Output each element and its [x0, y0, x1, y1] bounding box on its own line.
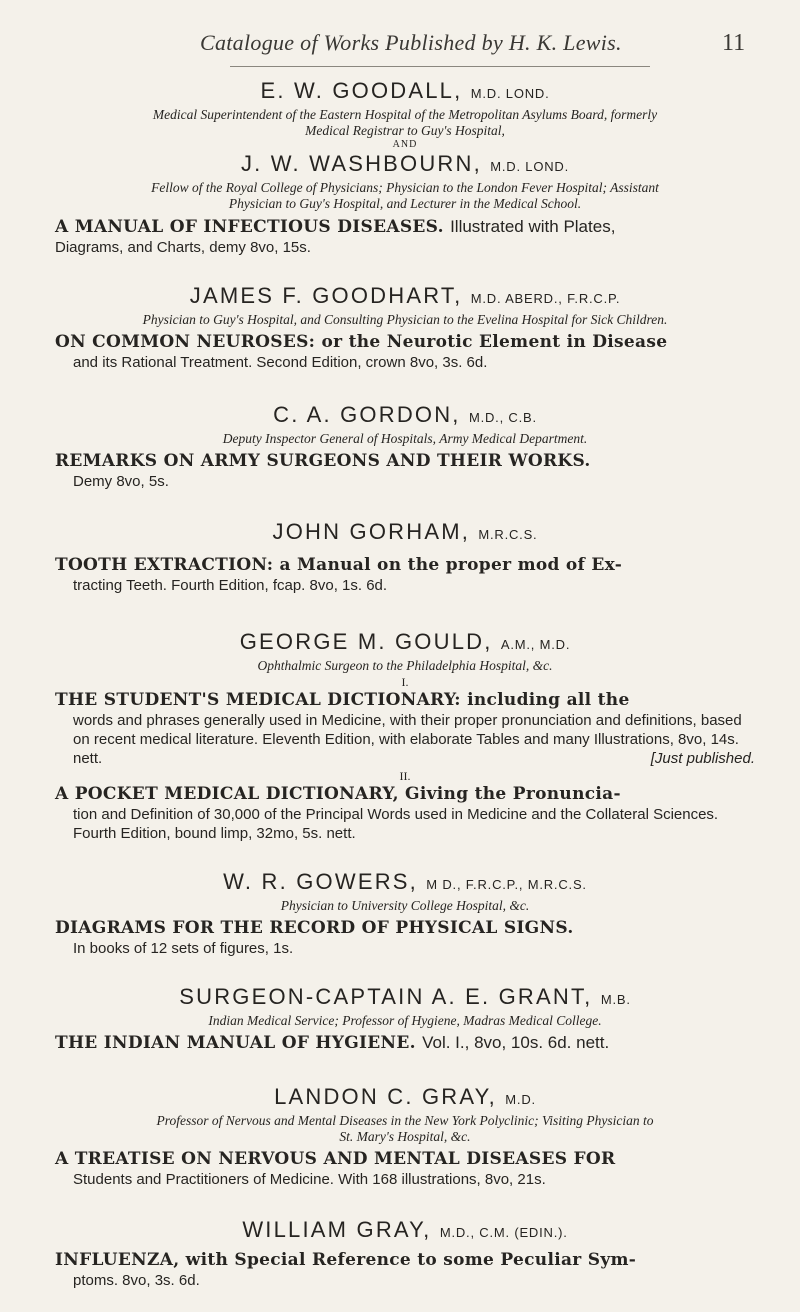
book-description: In books of 12 sets of figures, 1s.	[73, 940, 294, 957]
author-text: GEORGE M. GOULD,	[239, 629, 493, 654]
book-title	[55, 450, 755, 472]
author-name	[55, 1084, 755, 1113]
book-title-text: A MANUAL OF INFECTIOUS DISEASES.	[55, 217, 444, 237]
book-title-text: DIAGRAMS FOR THE RECORD OF PHYSICAL SIGNS.	[55, 918, 574, 938]
conjunction: AND	[392, 139, 418, 150]
author-name	[55, 78, 755, 107]
book-title	[55, 917, 755, 939]
catalogue-entry	[55, 402, 755, 491]
book-title-text: REMARKS ON ARMY SURGEONS AND THEIR WORKS.	[55, 451, 591, 471]
book-title	[55, 554, 755, 576]
author-position: Physician to Guy's Hospital, and Consulting Physician to the Evelina Hospital for Sick Children.	[142, 312, 668, 327]
book-title	[55, 331, 755, 353]
author-position: Fellow of the Royal College of Physicians; Physician to the London Fever Hospital; Assistant	[151, 180, 659, 195]
book-title-continued: Giving the Pronuncia-	[405, 784, 621, 804]
author-position: Deputy Inspector General of Hospitals, Army Medical Department.	[222, 431, 588, 446]
author-position: Medical Registrar to Guy's Hospital,	[305, 123, 505, 138]
author-name	[55, 283, 755, 312]
author-degree: M.D., C.M. (EDIN.).	[439, 1225, 568, 1240]
author-text: JAMES F. GOODHART,	[189, 283, 463, 308]
book-title-text: THE STUDENT'S MEDICAL DICTIONARY:	[55, 690, 461, 710]
book-title-continued: Illustrated with Plates,	[450, 217, 616, 236]
book-title-text: INFLUENZA,	[55, 1250, 180, 1270]
catalogue-entry	[55, 629, 755, 843]
author-degree: M.D.	[505, 1092, 536, 1107]
book-title	[55, 1249, 755, 1271]
author-name	[55, 519, 755, 548]
header-rule	[230, 66, 650, 67]
author-position: Physician to Guy's Hospital, and Lecturer in the Medical School.	[228, 196, 582, 211]
author-text: E. W. GOODALL,	[260, 78, 463, 103]
running-title: Catalogue of Works Published by H. K. Lewis.	[200, 30, 622, 55]
author-text: WILLIAM GRAY,	[242, 1217, 432, 1242]
catalogue-entry	[55, 283, 755, 372]
book-title-text: ON COMMON NEUROSES:	[55, 332, 316, 352]
book-title-text: A TREATISE ON NERVOUS AND MENTAL DISEASES FOR	[55, 1149, 616, 1169]
author-name	[55, 1217, 755, 1246]
book-title-continued: with Special Reference to some Peculiar Sym-	[185, 1250, 637, 1270]
author-position: Ophthalmic Surgeon to the Philadelphia Hospital, &c.	[257, 658, 553, 673]
book-title-continued: or the Neurotic Element in Disease	[321, 332, 668, 352]
catalogue-entry	[55, 1084, 755, 1189]
section-numeral: I.	[401, 675, 409, 689]
book-title	[55, 689, 755, 711]
author-degree: A.M., M.D.	[500, 637, 571, 652]
book-title	[55, 216, 755, 238]
author-degree: M.D. ABERD., F.R.C.P.	[470, 291, 621, 306]
catalogue-entry	[55, 869, 755, 958]
book-title-text: A POCKET MEDICAL DICTIONARY,	[55, 784, 399, 804]
book-description: Students and Practitioners of Medicine. With 168 illustrations, 8vo, 21s.	[73, 1171, 546, 1188]
author-text: LANDON C. GRAY,	[274, 1084, 497, 1109]
author-degree: M.R.C.S.	[478, 527, 538, 542]
catalogue-entry	[55, 1217, 755, 1290]
book-title	[55, 1032, 755, 1054]
author-name	[55, 402, 755, 431]
author-degree: M.B.	[600, 992, 631, 1007]
catalogue-entry	[55, 78, 755, 257]
book-description: Demy 8vo, 5s.	[73, 473, 169, 490]
book-description	[73, 711, 755, 768]
book-title-continued: a Manual on the proper mod of Ex-	[279, 555, 623, 575]
author-degree: M D., F.R.C.P., M.R.C.S.	[426, 877, 587, 892]
book-title	[55, 783, 755, 805]
book-description: and its Rational Treatment. Second Edition, crown 8vo, 3s. 6d.	[73, 354, 488, 371]
author-name	[55, 984, 755, 1013]
author-degree: M.D. LOND.	[470, 86, 550, 101]
catalogue-entries	[55, 78, 755, 1312]
author-degree: M.D. LOND.	[490, 159, 570, 174]
catalogue-entry	[55, 984, 755, 1054]
author-position: Physician to University College Hospital, &c.	[280, 898, 530, 913]
book-description: tion and Definition of 30,000 of the Principal Words used in Medicine and the Collateral Sciences. Fourth Edition, bound limp, 32mo, 5s. nett.	[73, 806, 719, 842]
author-text: J. W. WASHBOURN,	[240, 151, 482, 176]
book-description-text: words and phrases generally used in Medicine, with their proper pronunciation and definitions, based on recent medical literature. Eleventh Edition, with elaborate Tables and many Illustrations, 8vo, 14s. nett.	[73, 712, 742, 767]
author-text: JOHN GORHAM,	[272, 519, 471, 544]
book-title-continued: Vol. I., 8vo, 10s. 6d. nett.	[422, 1033, 610, 1052]
book-description: ptoms. 8vo, 3s. 6d.	[73, 1272, 200, 1289]
book-title	[55, 1148, 755, 1170]
author-position: Professor of Nervous and Mental Diseases in the New York Polyclinic; Visiting Physician to	[156, 1113, 654, 1128]
running-head	[0, 30, 800, 64]
author-name	[55, 629, 755, 658]
book-title-text: TOOTH EXTRACTION:	[55, 555, 274, 575]
author-text: SURGEON-CAPTAIN A. E. GRANT,	[179, 984, 593, 1009]
author-position: St. Mary's Hospital, &c.	[339, 1129, 471, 1144]
book-description: tracting Teeth. Fourth Edition, fcap. 8vo, 1s. 6d.	[73, 577, 388, 594]
author-degree: M.D., C.B.	[468, 410, 537, 425]
book-title-text: THE INDIAN MANUAL OF HYGIENE.	[55, 1033, 416, 1053]
publication-note: [Just published.	[650, 750, 755, 767]
page-number: 11	[722, 30, 746, 56]
book-title-continued: including all the	[467, 690, 630, 710]
author-text: C. A. GORDON,	[273, 402, 461, 427]
section-numeral: II.	[399, 769, 411, 783]
author-name	[55, 869, 755, 898]
author-name	[55, 151, 755, 180]
book-description: Diagrams, and Charts, demy 8vo, 15s.	[55, 239, 311, 256]
author-position: Medical Superintendent of the Eastern Hospital of the Metropolitan Asylums Board, formerly	[152, 107, 658, 122]
author-text: W. R. GOWERS,	[223, 869, 418, 894]
catalogue-entry	[55, 519, 755, 595]
author-position: Indian Medical Service; Professor of Hygiene, Madras Medical College.	[208, 1013, 602, 1028]
